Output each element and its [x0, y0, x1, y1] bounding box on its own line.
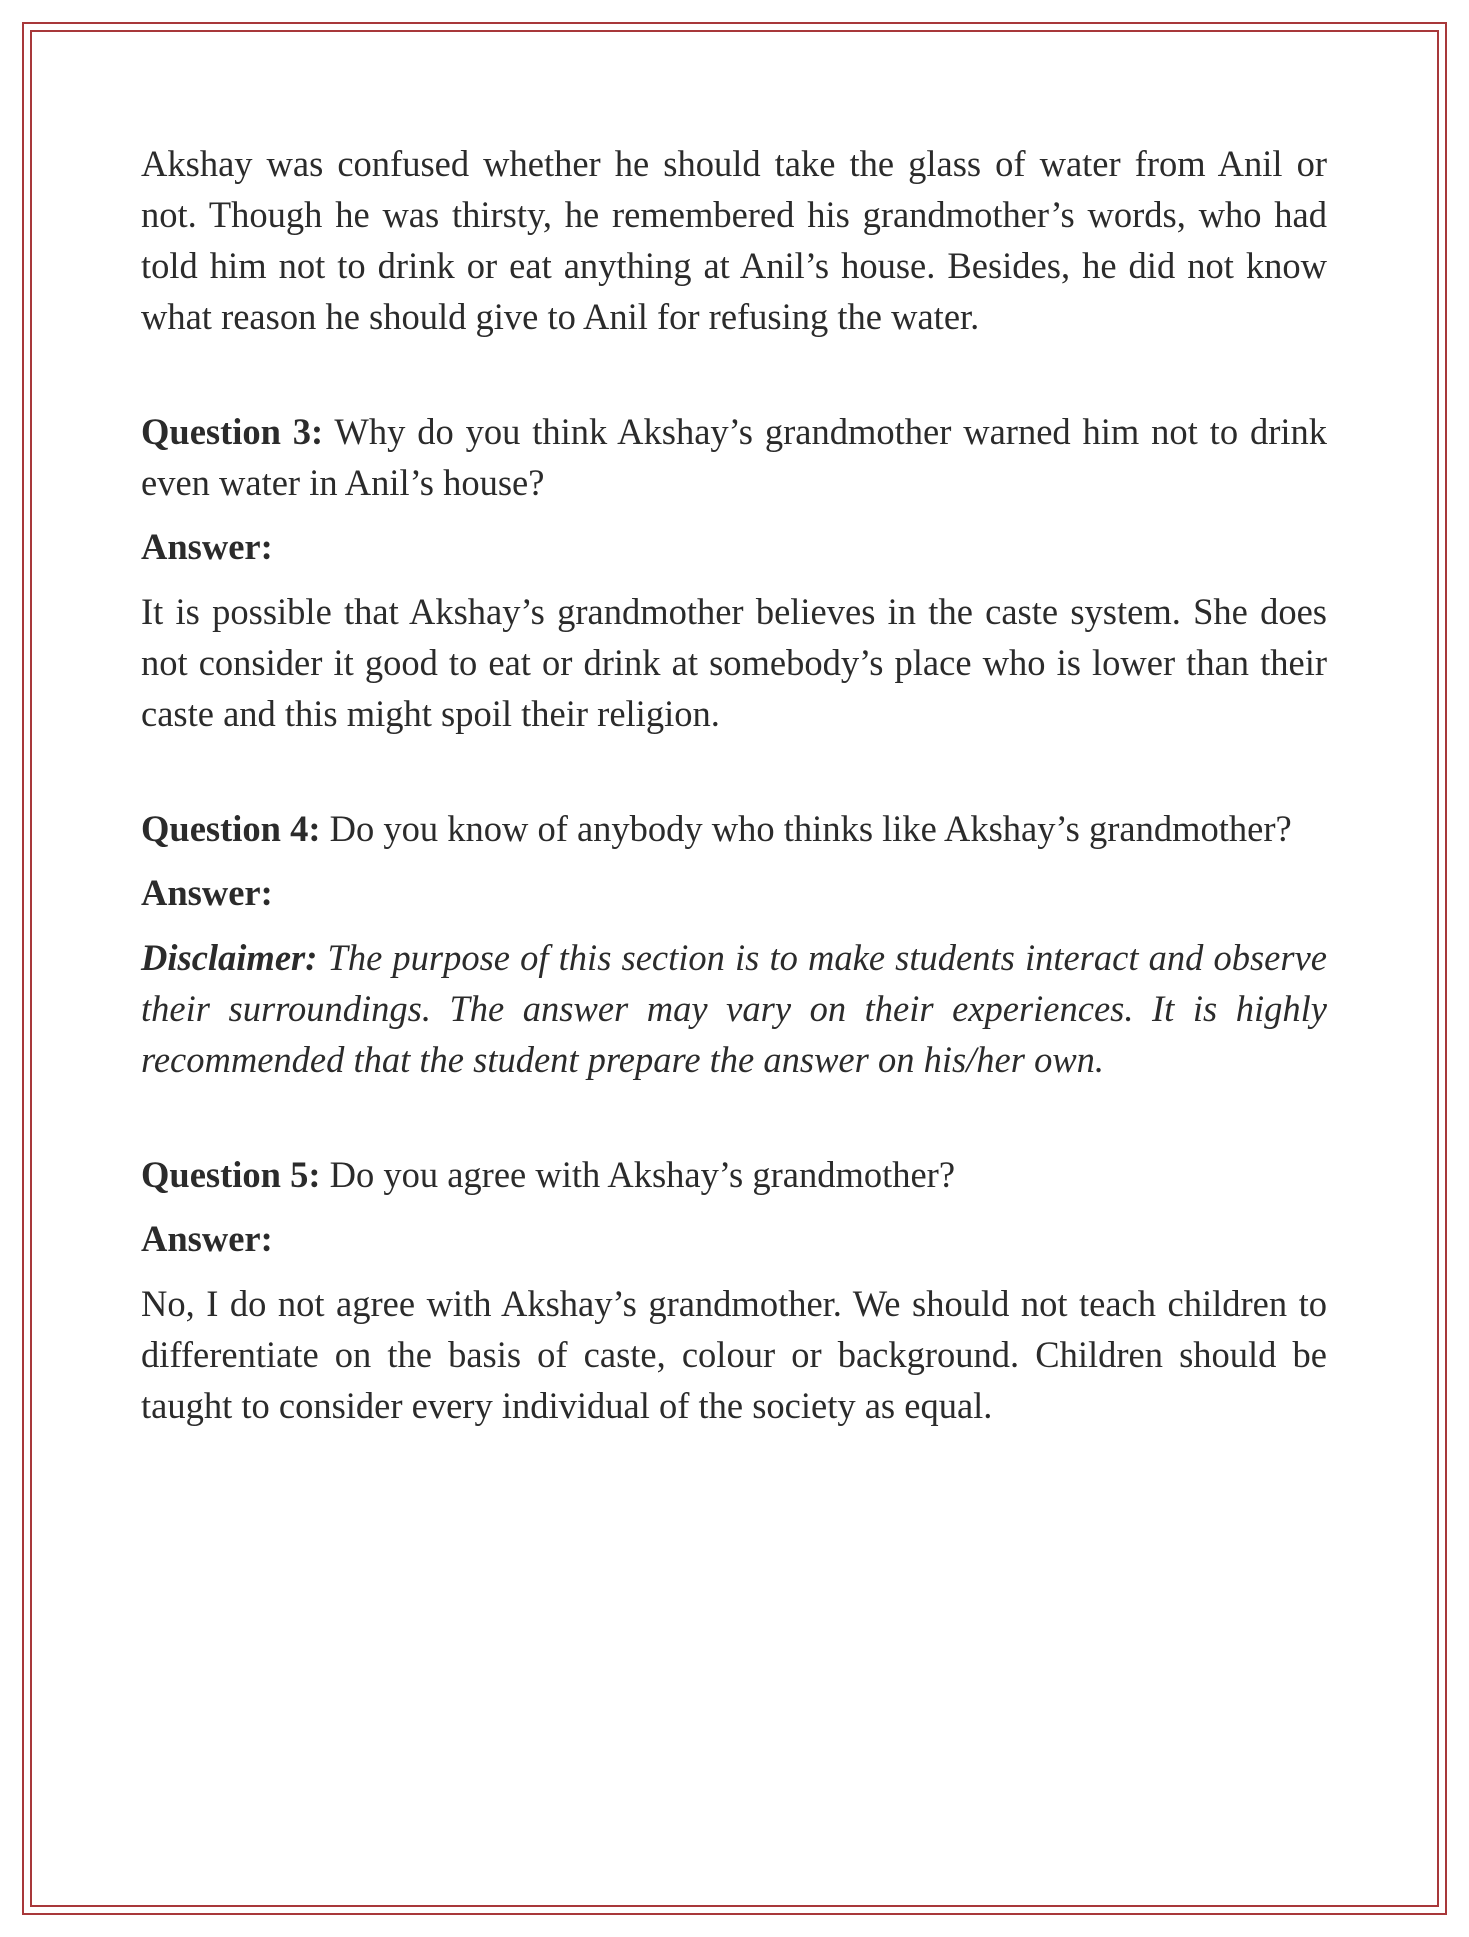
answer-2-text: Akshay was confused whether he should take the glass of water from Anil or not. Though he was thirsty, he remembered his grandmother’s words, who had told him not to drink or eat anything at Anil’s house. Besides, he did not know what reason he should give to Anil for refusing the water. — [141, 143, 1327, 337]
question-3 — [141, 406, 1327, 508]
disclaimer-label: Disclaimer: — [141, 937, 318, 978]
question-5-label: Question 5: — [141, 1154, 321, 1195]
disclaimer-text: The purpose of this section is to make students interact and observe their surroundings. The answer may vary on their experiences. It is highly recommended that the student prepare the answer on his/her own. — [141, 937, 1327, 1080]
question-4 — [141, 803, 1327, 854]
disclaimer — [141, 932, 1327, 1085]
answer-3-label: Answer: — [141, 526, 273, 567]
answer-5-text: No, I do not agree with Akshay’s grandmother. We should not teach children to differentiate on the basis of caste, colour or background. Children should be taught to consider every individual of the society as equal. — [141, 1283, 1327, 1426]
question-5 — [141, 1149, 1327, 1200]
question-3-label: Question 3: — [141, 411, 324, 452]
question-3-text: Why do you think Akshay’s grandmother warned him not to drink even water in Anil’s house? — [141, 411, 1327, 503]
answer-3-text: It is possible that Akshay’s grandmother believes in the caste system. She does not consider it good to eat or drink at somebody’s place who is lower than their caste and this might spoil their religion. — [141, 591, 1327, 734]
question-4-text: Do you know of anybody who thinks like Akshay’s grandmother? — [320, 808, 1292, 849]
question-5-text: Do you agree with Akshay’s grandmother? — [320, 1154, 956, 1195]
answer-5-label: Answer: — [141, 1218, 273, 1259]
answer-4-label: Answer: — [141, 872, 273, 913]
page-content — [141, 138, 1327, 1431]
question-4-label: Question 4: — [141, 808, 321, 849]
